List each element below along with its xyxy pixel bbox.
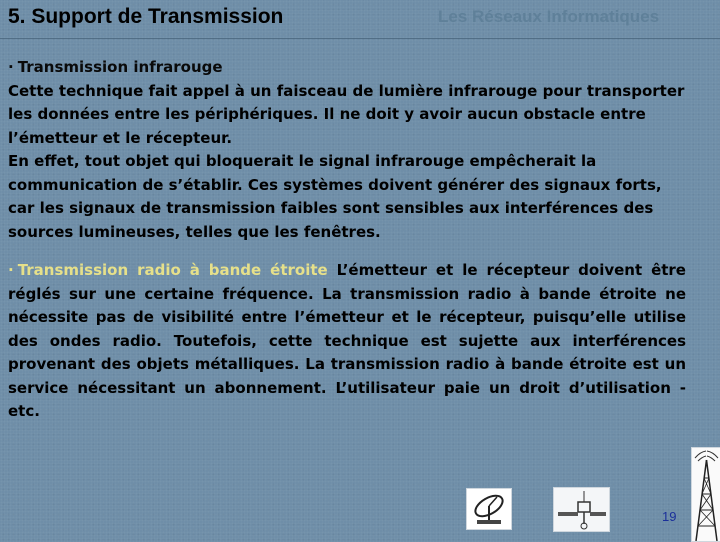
satellite-dish-icon [467,489,511,529]
satellite-dish-image [466,488,512,530]
section-narrowband-radio [8,259,686,424]
slide-subtitle: Les Réseaux Informatiques [438,7,660,26]
slide-title: 5. Support de Transmission [8,5,284,28]
section-body-radio: L’émetteur et le récepteur doivent être réglés sur une certaine fréquence. La transmission radio à bande étroite ne nécessite pas de visibilité entre l’émetteur et le récepteur, puisqu’elle utilise des ondes radio. Toutefois, cette technique est sujette aux interférences provenant des objets métalliques. La transmission radio à bande étroite est un service nécessitant un abonnement. L’utilisateur paie un droit d’utilisation - etc. [8,261,686,420]
paragraph: Cette technique fait appel à un faisceau de lumière infrarouge pour transporter les données entre les périphériques. Il ne doit y avoir aucun obstacle entre l’émetteur et le récepteur. [8,81,685,147]
radio-tower-icon [692,448,720,541]
title-divider [0,38,720,39]
slide-body [8,56,686,424]
satellite-image [553,487,610,532]
heading-text: Transmission infrarouge [17,58,223,76]
paragraph [8,259,686,424]
paragraph: En effet, tout objet qui bloquerait le signal infrarouge empêcherait la communication de s’établir. Ces systèmes doivent générer des signaux forts, car les signaux de transmission faibles sont sensibles aux interférences des sources lumineuses, telles que les fenêtres. [8,152,662,241]
section-heading-radio: Transmission radio à bande étroite [17,261,328,279]
satellite-icon [554,488,609,531]
section-infrared [8,56,686,244]
bullet-icon: · [8,261,14,279]
page-number: 19 [662,509,677,524]
bullet-icon: · [8,58,14,76]
section-heading-infrared [8,56,686,80]
radio-tower-image [691,447,720,542]
